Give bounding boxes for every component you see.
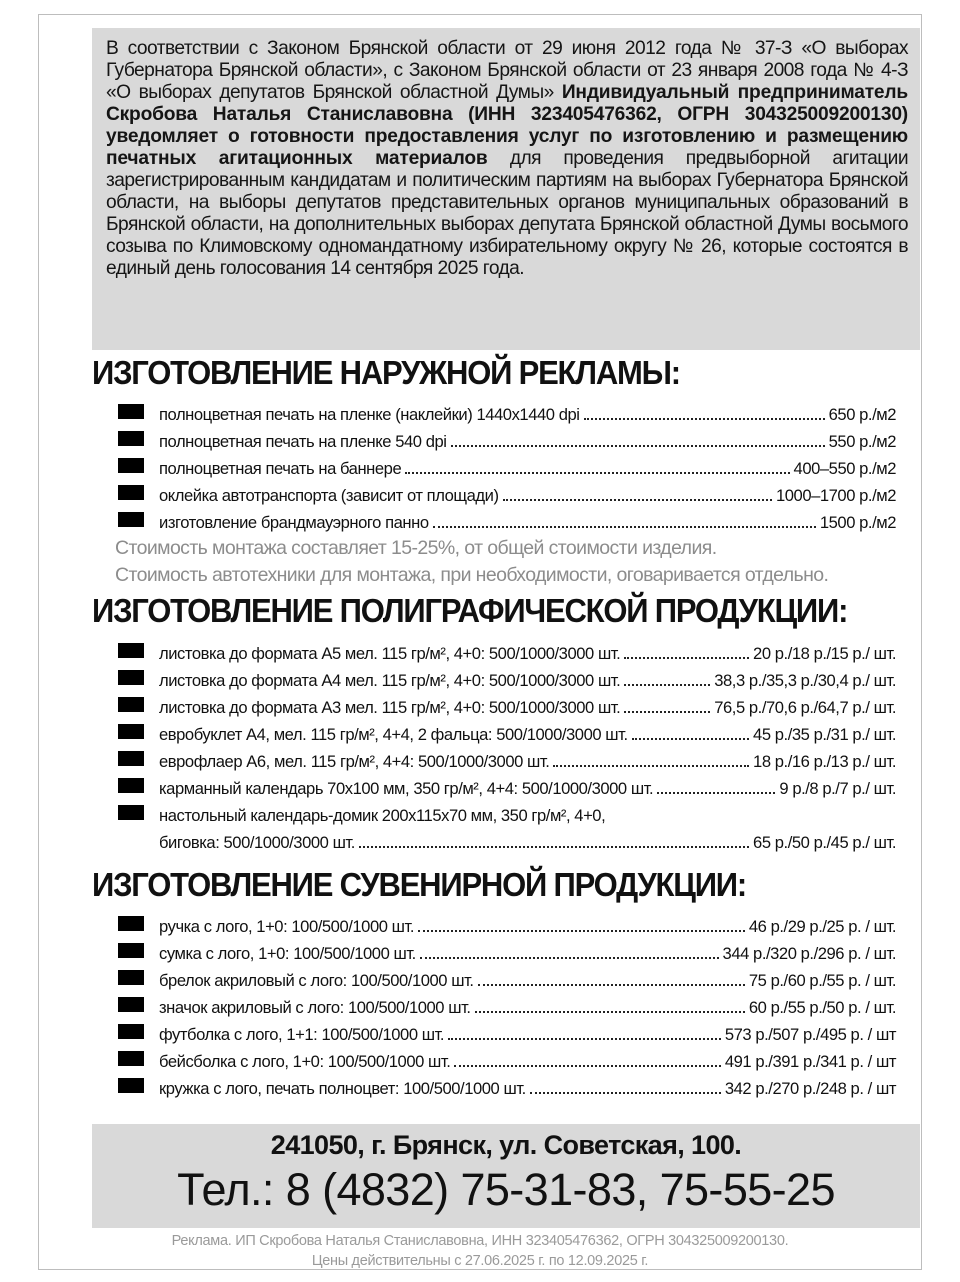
print-price-list bbox=[118, 637, 896, 853]
item-price: 76,5 р./70,6 р./64,7 р./ шт. bbox=[714, 698, 896, 717]
list-item bbox=[118, 718, 896, 745]
bullet-marker bbox=[118, 997, 144, 1012]
item-price: 20 р./18 р./15 р./ шт. bbox=[753, 644, 896, 663]
list-item bbox=[118, 425, 896, 452]
item-name: кружка с лого, печать полноцвет: 100/500/1000 шт. bbox=[159, 1079, 526, 1098]
bullet-marker bbox=[118, 404, 144, 419]
list-item bbox=[118, 937, 896, 964]
item-price: 9 р./8 р./7 р./ шт. bbox=[779, 779, 896, 798]
intro-notice-bold: Индивидуальный предприниматель Скробова Наталья Станиславовна (ИНН 323405476362, ОГРН 304325009200130) уведомляет о готовности предоставления услуг по изготовлению и размещению печатных агитационных материалов bbox=[106, 82, 908, 169]
dot-leader bbox=[584, 417, 825, 420]
item-name: изготовление брандмауэрного панно bbox=[159, 513, 429, 532]
bullet-marker bbox=[118, 970, 144, 985]
item-price: 60 р./55 р./50 р. / шт. bbox=[748, 998, 896, 1017]
item-price: 344 р./320 р./296 р. / шт. bbox=[722, 944, 896, 963]
item-price: 18 р./16 р./13 р./ шт. bbox=[753, 752, 896, 771]
dot-leader bbox=[478, 983, 745, 986]
dot-leader bbox=[448, 1037, 721, 1040]
outdoor-price-list bbox=[118, 398, 896, 533]
item-price: 1000–1700 р./м2 bbox=[775, 486, 896, 505]
item-name: листовка до формата А3 мел. 115 гр/м², 4+0: 500/1000/3000 шт. bbox=[159, 698, 621, 717]
item-name: настольный календарь-домик 200x115x70 мм, 350 гр/м², 4+0, bbox=[159, 806, 606, 825]
list-item bbox=[118, 910, 896, 937]
bullet-marker bbox=[118, 1078, 144, 1093]
item-price: 342 р./270 р./248 р. / шт bbox=[724, 1079, 896, 1098]
item-name: полноцветная печать на пленке 540 dpi bbox=[159, 432, 447, 451]
list-item bbox=[118, 637, 896, 664]
print-section-title: ИЗГОТОВЛЕНИЕ ПОЛИГРАФИЧЕСКОЙ ПРОДУКЦИИ: bbox=[92, 592, 848, 630]
bullet-marker bbox=[118, 458, 144, 473]
list-item bbox=[118, 745, 896, 772]
item-name: ручка с лого, 1+0: 100/500/1000 шт. bbox=[159, 917, 415, 936]
dot-leader bbox=[420, 956, 719, 959]
bullet-marker bbox=[118, 778, 144, 793]
list-item bbox=[118, 691, 896, 718]
item-price: 650 р./м2 bbox=[828, 405, 896, 424]
item-price: 45 р./35 р./31 р./ шт. bbox=[753, 725, 896, 744]
item-name: оклейка автотранспорта (зависит от площади) bbox=[159, 486, 499, 505]
item-price: 38,3 р./35,3 р./30,4 р./ шт. bbox=[714, 671, 896, 690]
item-name: листовка до формата А4 мел. 115 гр/м², 4+0: 500/1000/3000 шт. bbox=[159, 671, 621, 690]
dot-leader bbox=[454, 1064, 720, 1067]
item-price: 46 р./29 р./25 р. / шт. bbox=[748, 917, 896, 936]
item-name: евробуклет А4, мел. 115 гр/м², 4+4, 2 фальца: 500/1000/3000 шт. bbox=[159, 725, 628, 744]
souvenir-section-title: ИЗГОТОВЛЕНИЕ СУВЕНИРНОЙ ПРОДУКЦИИ: bbox=[92, 866, 746, 904]
item-name: листовка до формата А5 мел. 115 гр/м², 4+0: 500/1000/3000 шт. bbox=[159, 644, 621, 663]
list-item bbox=[118, 799, 896, 826]
dot-leader bbox=[624, 656, 749, 659]
list-item bbox=[118, 664, 896, 691]
item-name: футболка с лого, 1+1: 100/500/1000 шт. bbox=[159, 1025, 445, 1044]
address: 241050, г. Брянск, ул. Советская, 100. bbox=[270, 1130, 742, 1160]
list-item bbox=[118, 479, 896, 506]
item-price: 75 р./60 р./55 р. / шт. bbox=[748, 971, 896, 990]
bullet-marker bbox=[118, 916, 144, 931]
list-item bbox=[118, 964, 896, 991]
item-name: полноцветная печать на пленке (наклейки) 1440x1440 dpi bbox=[159, 405, 580, 424]
list-item bbox=[118, 772, 896, 799]
item-name: биговка: 500/1000/3000 шт. bbox=[159, 833, 355, 852]
list-item bbox=[118, 506, 896, 533]
dot-leader bbox=[624, 710, 710, 713]
item-name: брелок акриловый с лого: 100/500/1000 шт. bbox=[159, 971, 474, 990]
intro-purpose: для проведения предвыборной агитации зарегистрированным кандидатам и политическим партиям на выборах Губернатора Брянской области, на выборы депутатов представительных органов муниципальных образований в Брянской области, на дополнительных выборах депутата Брянской областной Думы восьмого созыва по Климовскому одномандатному избирательному округу № 26, которые состоятся в единый день голосования 14 сентября 2025 года. bbox=[106, 148, 909, 279]
item-price: 400–550 р./м2 bbox=[793, 459, 896, 478]
item-price: 65 р./50 р./45 р./ шт. bbox=[753, 833, 896, 852]
dot-leader bbox=[657, 791, 775, 794]
item-name: карманный календарь 70x100 мм, 350 гр/м², 4+4: 500/1000/3000 шт. bbox=[159, 779, 654, 798]
bullet-marker bbox=[118, 512, 144, 527]
intro-legal-basis: В соответствии с Законом Брянской области от 29 июня 2012 года № 37-З «О выборах Губернатора Брянской области», с Законом Брянской области от 23 января 2008 года № 4-З «О выборах депутатов Брянской областной Думы» bbox=[106, 38, 908, 103]
list-item bbox=[118, 398, 896, 425]
bullet-marker bbox=[118, 697, 144, 712]
bullet-marker bbox=[118, 805, 144, 820]
item-price: 550 р./м2 bbox=[828, 432, 896, 451]
advertiser-disclaimer: Реклама. ИП Скробова Наталья Станиславовна, ИНН 323405476362, ОГРН 304325009200130. bbox=[171, 1233, 789, 1249]
list-item bbox=[118, 1018, 896, 1045]
item-name: полноцветная печать на баннере bbox=[159, 459, 402, 478]
dot-leader bbox=[451, 444, 825, 447]
dot-leader bbox=[433, 525, 816, 528]
bullet-marker bbox=[118, 943, 144, 958]
list-item bbox=[118, 1045, 896, 1072]
dot-leader bbox=[624, 683, 710, 686]
bullet-marker bbox=[118, 643, 144, 658]
bullet-marker bbox=[118, 1024, 144, 1039]
list-item bbox=[118, 452, 896, 479]
contact-block bbox=[92, 1124, 920, 1228]
equipment-cost-note: Стоимость автотехники для монтажа, при необходимости, оговаривается отдельно. bbox=[115, 564, 829, 586]
souvenir-price-list bbox=[118, 910, 896, 1099]
dot-leader bbox=[553, 764, 749, 767]
outdoor-section-title: ИЗГОТОВЛЕНИЕ НАРУЖНОЙ РЕКЛАМЫ: bbox=[92, 354, 680, 392]
item-price: 573 р./507 р./495 р. / шт bbox=[724, 1025, 896, 1044]
price-validity: Цены действительны с 27.06.2025 г. по 12.09.2025 г. bbox=[311, 1253, 649, 1269]
item-name: еврофлаер А6, мел. 115 гр/м², 4+4: 500/1000/3000 шт. bbox=[159, 752, 550, 771]
bullet-marker bbox=[118, 485, 144, 500]
dot-leader bbox=[475, 1010, 745, 1013]
list-item-continuation bbox=[118, 826, 896, 853]
bullet-marker bbox=[118, 751, 144, 766]
bullet-marker bbox=[118, 670, 144, 685]
bullet-marker bbox=[118, 1051, 144, 1066]
dot-leader bbox=[405, 471, 789, 474]
dot-leader bbox=[632, 737, 749, 740]
item-name: сумка с лого, 1+0: 100/500/1000 шт. bbox=[159, 944, 416, 963]
dot-leader bbox=[503, 498, 772, 501]
dot-leader bbox=[530, 1091, 721, 1094]
item-price: 1500 р./м2 bbox=[819, 513, 896, 532]
list-item bbox=[118, 1072, 896, 1099]
mounting-cost-note: Стоимость монтажа составляет 15-25%, от общей стоимости изделия. bbox=[115, 537, 717, 559]
phone-numbers: Тел.: 8 (4832) 75-31-83, 75-55-25 bbox=[177, 1164, 835, 1215]
bullet-marker bbox=[118, 431, 144, 446]
bullet-marker bbox=[118, 724, 144, 739]
item-price: 491 р./391 р./341 р. / шт bbox=[724, 1052, 896, 1071]
item-name: значок акриловый с лого: 100/500/1000 шт. bbox=[159, 998, 471, 1017]
list-item bbox=[118, 991, 896, 1018]
intro-notice bbox=[92, 28, 920, 350]
item-name: бейсболка с лого, 1+0: 100/500/1000 шт. bbox=[159, 1052, 451, 1071]
dot-leader bbox=[418, 929, 745, 932]
dot-leader bbox=[359, 845, 749, 848]
